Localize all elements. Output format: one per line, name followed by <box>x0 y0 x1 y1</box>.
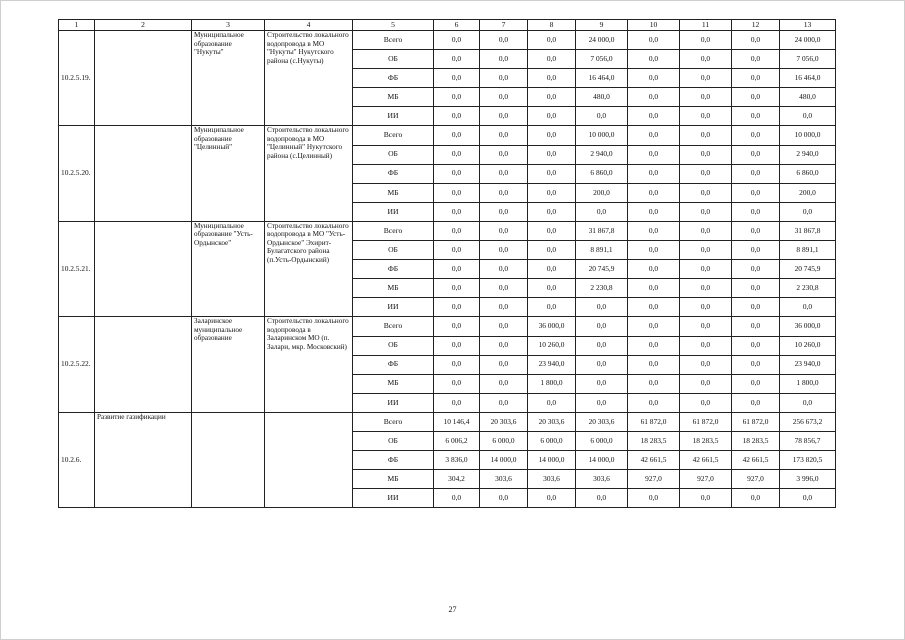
amount-cell: 6 006,2 <box>434 431 480 450</box>
amount-cell: 0,0 <box>732 145 780 164</box>
funding-source-cell: Всего <box>353 31 434 50</box>
column-number-header: 2 <box>95 20 192 31</box>
amount-cell: 0,0 <box>528 69 576 88</box>
amount-cell: 0,0 <box>576 317 628 336</box>
column-number-header: 5 <box>353 20 434 31</box>
amount-cell: 0,0 <box>680 126 732 145</box>
amount-cell: 0,0 <box>434 50 480 69</box>
amount-cell: 0,0 <box>434 336 480 355</box>
funding-source-cell: ИИ <box>353 107 434 126</box>
amount-cell: 0,0 <box>434 317 480 336</box>
amount-cell: 0,0 <box>780 393 836 412</box>
amount-cell: 6 000,0 <box>528 431 576 450</box>
column-number-header: 3 <box>192 20 265 31</box>
municipality-cell: Муниципальное образование "Усть-Ордынское" <box>192 221 265 316</box>
amount-cell: 0,0 <box>732 279 780 298</box>
amount-cell: 20 303,6 <box>528 412 576 431</box>
amount-cell: 0,0 <box>576 107 628 126</box>
table-row <box>59 126 836 145</box>
municipality-cell: Муниципальное образование "Нукуты" <box>192 31 265 126</box>
column-number-header: 13 <box>780 20 836 31</box>
amount-cell: 6 000,0 <box>576 431 628 450</box>
amount-cell: 0,0 <box>528 50 576 69</box>
amount-cell: 61 872,0 <box>732 412 780 431</box>
amount-cell: 0,0 <box>480 183 528 202</box>
item-code-cell: 10.2.5.21. <box>59 221 95 316</box>
amount-cell: 0,0 <box>628 355 680 374</box>
amount-cell: 0,0 <box>528 31 576 50</box>
amount-cell: 0,0 <box>434 260 480 279</box>
amount-cell: 0,0 <box>434 164 480 183</box>
funding-source-cell: Всего <box>353 126 434 145</box>
amount-cell: 0,0 <box>480 393 528 412</box>
table-row <box>59 31 836 50</box>
amount-cell: 927,0 <box>732 470 780 489</box>
amount-cell: 0,0 <box>576 336 628 355</box>
amount-cell: 0,0 <box>680 145 732 164</box>
amount-cell: 173 820,5 <box>780 451 836 470</box>
amount-cell: 6 860,0 <box>576 164 628 183</box>
amount-cell: 0,0 <box>434 202 480 221</box>
item-name-cell <box>95 221 192 316</box>
amount-cell: 14 000,0 <box>480 451 528 470</box>
amount-cell: 0,0 <box>732 107 780 126</box>
funding-source-cell: ИИ <box>353 202 434 221</box>
column-number-header: 7 <box>480 20 528 31</box>
amount-cell: 0,0 <box>628 298 680 317</box>
amount-cell: 0,0 <box>680 336 732 355</box>
amount-cell: 0,0 <box>528 107 576 126</box>
municipality-cell: Муниципальное образование "Целинный" <box>192 126 265 221</box>
amount-cell: 8 891,1 <box>780 241 836 260</box>
funding-source-cell: ФБ <box>353 164 434 183</box>
amount-cell: 0,0 <box>680 31 732 50</box>
amount-cell: 0,0 <box>434 393 480 412</box>
amount-cell: 0,0 <box>528 393 576 412</box>
table-row <box>59 317 836 336</box>
funding-source-cell: Всего <box>353 412 434 431</box>
amount-cell: 14 000,0 <box>576 451 628 470</box>
funding-source-cell: ОБ <box>353 241 434 260</box>
amount-cell: 0,0 <box>528 164 576 183</box>
amount-cell: 14 000,0 <box>528 451 576 470</box>
amount-cell: 0,0 <box>628 145 680 164</box>
column-number-header: 6 <box>434 20 480 31</box>
amount-cell: 0,0 <box>680 241 732 260</box>
amount-cell: 3 836,0 <box>434 451 480 470</box>
amount-cell: 36 000,0 <box>780 317 836 336</box>
amount-cell: 0,0 <box>480 107 528 126</box>
amount-cell: 2 230,8 <box>576 279 628 298</box>
amount-cell: 2 940,0 <box>576 145 628 164</box>
amount-cell: 0,0 <box>780 489 836 508</box>
amount-cell: 0,0 <box>732 183 780 202</box>
amount-cell: 0,0 <box>628 202 680 221</box>
amount-cell: 0,0 <box>434 355 480 374</box>
funding-source-cell: ФБ <box>353 260 434 279</box>
column-number-header: 9 <box>576 20 628 31</box>
amount-cell: 0,0 <box>480 336 528 355</box>
table-row <box>59 412 836 431</box>
funding-source-cell: ОБ <box>353 431 434 450</box>
amount-cell: 18 283,5 <box>680 431 732 450</box>
amount-cell: 0,0 <box>680 298 732 317</box>
amount-cell: 303,6 <box>480 470 528 489</box>
amount-cell: 200,0 <box>780 183 836 202</box>
amount-cell: 0,0 <box>434 69 480 88</box>
project-cell: Строительство локального водопровода в МО "Усть-Ордынское" Эхирит-Булагатского района (п.Усть-Ордынский) <box>265 221 353 316</box>
amount-cell: 10 000,0 <box>780 126 836 145</box>
amount-cell: 303,6 <box>528 470 576 489</box>
amount-cell: 0,0 <box>434 107 480 126</box>
amount-cell: 0,0 <box>628 164 680 183</box>
amount-cell: 0,0 <box>680 317 732 336</box>
amount-cell: 20 303,6 <box>480 412 528 431</box>
municipality-cell <box>192 412 265 507</box>
amount-cell: 0,0 <box>434 298 480 317</box>
amount-cell: 6 000,0 <box>480 431 528 450</box>
item-code-cell: 10.2.5.20. <box>59 126 95 221</box>
funding-source-cell: ИИ <box>353 298 434 317</box>
amount-cell: 0,0 <box>576 202 628 221</box>
amount-cell: 0,0 <box>434 374 480 393</box>
amount-cell: 20 745,9 <box>576 260 628 279</box>
column-number-header: 1 <box>59 20 95 31</box>
amount-cell: 1 800,0 <box>528 374 576 393</box>
amount-cell: 0,0 <box>680 88 732 107</box>
amount-cell: 7 056,0 <box>576 50 628 69</box>
funding-source-cell: ФБ <box>353 69 434 88</box>
amount-cell: 0,0 <box>480 126 528 145</box>
amount-cell: 0,0 <box>528 298 576 317</box>
item-name-cell <box>95 317 192 412</box>
amount-cell: 10 260,0 <box>528 336 576 355</box>
amount-cell: 0,0 <box>732 69 780 88</box>
amount-cell: 78 856,7 <box>780 431 836 450</box>
amount-cell: 304,2 <box>434 470 480 489</box>
amount-cell: 0,0 <box>732 202 780 221</box>
amount-cell: 0,0 <box>480 50 528 69</box>
amount-cell: 0,0 <box>480 374 528 393</box>
project-cell: Строительство локального водопровода в Заларинском МО (п. Залари, мкр. Московский) <box>265 317 353 412</box>
amount-cell: 31 867,8 <box>780 221 836 240</box>
amount-cell: 0,0 <box>480 317 528 336</box>
amount-cell: 0,0 <box>628 489 680 508</box>
amount-cell: 61 872,0 <box>680 412 732 431</box>
amount-cell: 18 283,5 <box>628 431 680 450</box>
amount-cell: 0,0 <box>680 279 732 298</box>
amount-cell: 0,0 <box>628 317 680 336</box>
amount-cell: 200,0 <box>576 183 628 202</box>
amount-cell: 480,0 <box>780 88 836 107</box>
amount-cell: 0,0 <box>528 260 576 279</box>
amount-cell: 0,0 <box>680 69 732 88</box>
amount-cell: 0,0 <box>434 279 480 298</box>
amount-cell: 0,0 <box>680 374 732 393</box>
amount-cell: 0,0 <box>680 107 732 126</box>
amount-cell: 0,0 <box>528 202 576 221</box>
item-name-cell <box>95 31 192 126</box>
amount-cell: 42 661,5 <box>680 451 732 470</box>
amount-cell: 0,0 <box>480 31 528 50</box>
amount-cell: 0,0 <box>780 107 836 126</box>
item-code-cell: 10.2.5.22. <box>59 317 95 412</box>
amount-cell: 23 940,0 <box>780 355 836 374</box>
amount-cell: 31 867,8 <box>576 221 628 240</box>
amount-cell: 0,0 <box>628 50 680 69</box>
amount-cell: 0,0 <box>628 221 680 240</box>
amount-cell: 0,0 <box>628 126 680 145</box>
amount-cell: 0,0 <box>680 50 732 69</box>
column-number-header: 8 <box>528 20 576 31</box>
amount-cell: 0,0 <box>434 183 480 202</box>
amount-cell: 0,0 <box>480 164 528 183</box>
amount-cell: 0,0 <box>576 374 628 393</box>
funding-source-cell: МБ <box>353 279 434 298</box>
amount-cell: 0,0 <box>528 279 576 298</box>
amount-cell: 0,0 <box>732 489 780 508</box>
amount-cell: 0,0 <box>680 183 732 202</box>
project-cell <box>265 412 353 507</box>
amount-cell: 0,0 <box>480 145 528 164</box>
amount-cell: 0,0 <box>480 260 528 279</box>
funding-source-cell: МБ <box>353 470 434 489</box>
amount-cell: 0,0 <box>480 241 528 260</box>
amount-cell: 0,0 <box>576 298 628 317</box>
amount-cell: 0,0 <box>680 202 732 221</box>
amount-cell: 0,0 <box>628 69 680 88</box>
funding-source-cell: ОБ <box>353 336 434 355</box>
amount-cell: 0,0 <box>434 31 480 50</box>
amount-cell: 0,0 <box>434 126 480 145</box>
amount-cell: 7 056,0 <box>780 50 836 69</box>
funding-source-cell: Всего <box>353 221 434 240</box>
amount-cell: 0,0 <box>628 393 680 412</box>
amount-cell: 0,0 <box>528 126 576 145</box>
amount-cell: 0,0 <box>680 260 732 279</box>
amount-cell: 24 000,0 <box>576 31 628 50</box>
amount-cell: 2 940,0 <box>780 145 836 164</box>
item-name-cell <box>95 126 192 221</box>
amount-cell: 0,0 <box>628 241 680 260</box>
funding-source-cell: ИИ <box>353 393 434 412</box>
amount-cell: 0,0 <box>732 88 780 107</box>
municipality-cell: Заларинское муниципальное образование <box>192 317 265 412</box>
amount-cell: 42 661,5 <box>628 451 680 470</box>
funding-source-cell: МБ <box>353 374 434 393</box>
amount-cell: 0,0 <box>680 489 732 508</box>
funding-source-cell: ОБ <box>353 145 434 164</box>
funding-source-cell: ОБ <box>353 50 434 69</box>
amount-cell: 256 673,2 <box>780 412 836 431</box>
amount-cell: 0,0 <box>732 31 780 50</box>
amount-cell: 0,0 <box>628 31 680 50</box>
amount-cell: 0,0 <box>480 489 528 508</box>
item-name-cell: Развитие газификации <box>95 412 192 507</box>
column-number-header: 10 <box>628 20 680 31</box>
amount-cell: 0,0 <box>732 355 780 374</box>
header-row <box>59 20 836 31</box>
page-number: 27 <box>448 605 457 614</box>
amount-cell: 0,0 <box>480 355 528 374</box>
column-number-header: 11 <box>680 20 732 31</box>
amount-cell: 0,0 <box>628 107 680 126</box>
amount-cell: 0,0 <box>732 374 780 393</box>
amount-cell: 0,0 <box>732 50 780 69</box>
amount-cell: 0,0 <box>732 221 780 240</box>
amount-cell: 36 000,0 <box>528 317 576 336</box>
column-number-header: 4 <box>265 20 353 31</box>
amount-cell: 8 891,1 <box>576 241 628 260</box>
amount-cell: 0,0 <box>780 202 836 221</box>
amount-cell: 0,0 <box>434 489 480 508</box>
amount-cell: 1 800,0 <box>780 374 836 393</box>
amount-cell: 0,0 <box>528 183 576 202</box>
amount-cell: 927,0 <box>680 470 732 489</box>
amount-cell: 0,0 <box>480 69 528 88</box>
amount-cell: 10 260,0 <box>780 336 836 355</box>
amount-cell: 0,0 <box>480 202 528 221</box>
amount-cell: 6 860,0 <box>780 164 836 183</box>
amount-cell: 0,0 <box>576 489 628 508</box>
amount-cell: 16 464,0 <box>576 69 628 88</box>
amount-cell: 0,0 <box>628 336 680 355</box>
amount-cell: 3 996,0 <box>780 470 836 489</box>
amount-cell: 0,0 <box>628 183 680 202</box>
amount-cell: 0,0 <box>434 145 480 164</box>
amount-cell: 20 745,9 <box>780 260 836 279</box>
amount-cell: 0,0 <box>480 298 528 317</box>
amount-cell: 0,0 <box>680 164 732 183</box>
amount-cell: 0,0 <box>480 279 528 298</box>
amount-cell: 0,0 <box>680 393 732 412</box>
amount-cell: 0,0 <box>680 355 732 374</box>
table-row <box>59 221 836 240</box>
amount-cell: 0,0 <box>480 88 528 107</box>
amount-cell: 0,0 <box>628 88 680 107</box>
project-cell: Строительство локального водопровода в МО "Нукуты" Нукутского района (с.Нукуты) <box>265 31 353 126</box>
amount-cell: 303,6 <box>576 470 628 489</box>
amount-cell: 0,0 <box>732 241 780 260</box>
amount-cell: 0,0 <box>732 164 780 183</box>
amount-cell: 927,0 <box>628 470 680 489</box>
amount-cell: 0,0 <box>528 88 576 107</box>
funding-source-cell: ФБ <box>353 451 434 470</box>
amount-cell: 2 230,8 <box>780 279 836 298</box>
amount-cell: 0,0 <box>528 221 576 240</box>
project-cell: Строительство локального водопровода в МО "Целинный" Нукутского района (с.Целинный) <box>265 126 353 221</box>
funding-source-cell: МБ <box>353 88 434 107</box>
funding-source-cell: Всего <box>353 317 434 336</box>
amount-cell: 0,0 <box>628 279 680 298</box>
amount-cell: 0,0 <box>732 126 780 145</box>
amount-cell: 0,0 <box>434 241 480 260</box>
amount-cell: 0,0 <box>528 241 576 260</box>
amount-cell: 10 146,4 <box>434 412 480 431</box>
amount-cell: 0,0 <box>528 489 576 508</box>
amount-cell: 42 661,5 <box>732 451 780 470</box>
amount-cell: 0,0 <box>528 145 576 164</box>
amount-cell: 0,0 <box>434 221 480 240</box>
funding-source-cell: ИИ <box>353 489 434 508</box>
budget-table <box>58 19 836 508</box>
item-code-cell: 10.2.5.19. <box>59 31 95 126</box>
amount-cell: 0,0 <box>576 393 628 412</box>
amount-cell: 0,0 <box>628 260 680 279</box>
amount-cell: 0,0 <box>780 298 836 317</box>
funding-source-cell: ФБ <box>353 355 434 374</box>
amount-cell: 0,0 <box>628 374 680 393</box>
amount-cell: 0,0 <box>480 221 528 240</box>
amount-cell: 480,0 <box>576 88 628 107</box>
amount-cell: 0,0 <box>732 298 780 317</box>
column-number-header: 12 <box>732 20 780 31</box>
amount-cell: 16 464,0 <box>780 69 836 88</box>
amount-cell: 0,0 <box>732 393 780 412</box>
amount-cell: 0,0 <box>434 88 480 107</box>
amount-cell: 0,0 <box>732 336 780 355</box>
amount-cell: 24 000,0 <box>780 31 836 50</box>
amount-cell: 0,0 <box>576 355 628 374</box>
amount-cell: 18 283,5 <box>732 431 780 450</box>
amount-cell: 23 940,0 <box>528 355 576 374</box>
amount-cell: 20 303,6 <box>576 412 628 431</box>
amount-cell: 61 872,0 <box>628 412 680 431</box>
item-code-cell: 10.2.6. <box>59 412 95 507</box>
amount-cell: 0,0 <box>732 260 780 279</box>
funding-source-cell: МБ <box>353 183 434 202</box>
amount-cell: 10 000,0 <box>576 126 628 145</box>
amount-cell: 0,0 <box>732 317 780 336</box>
amount-cell: 0,0 <box>680 221 732 240</box>
